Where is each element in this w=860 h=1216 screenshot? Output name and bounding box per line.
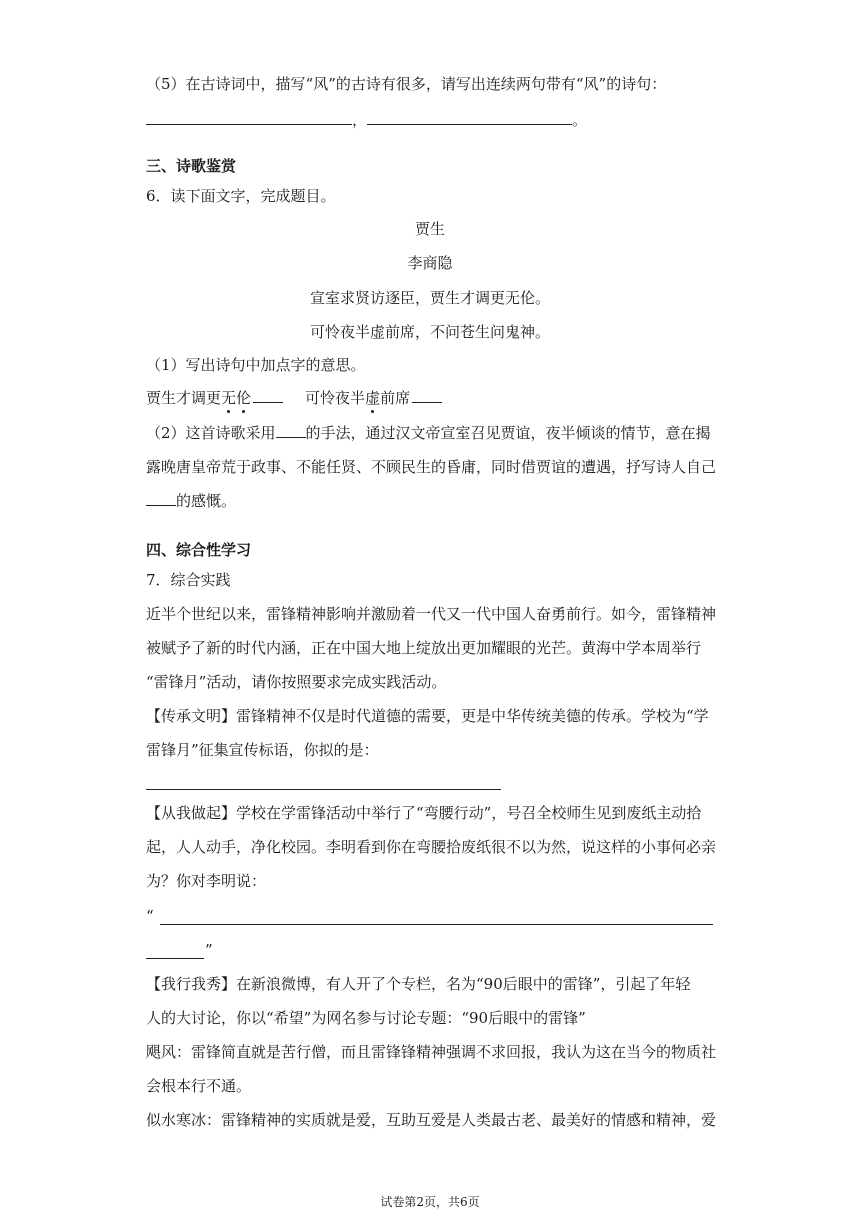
comment-1-line-2: 会根本行不通。 — [146, 1077, 252, 1095]
q7-intro: 7．综合实践 — [146, 571, 231, 589]
q5-answer-line — [146, 110, 587, 130]
dotted-char-2: 伦 — [236, 389, 252, 407]
item2-text-post: 前席 — [380, 389, 411, 407]
q6-intro: 6．读下面文字，完成题目。 — [146, 187, 336, 205]
dotted-char-3: 虚 — [365, 389, 381, 407]
dotted-char-1: 无 — [221, 389, 237, 407]
section-4-title: 四、综合性学习 — [146, 541, 252, 559]
item2-blank[interactable] — [412, 401, 442, 403]
q6-sub1: （1）写出诗句中加点字的意思。 — [146, 356, 366, 374]
q5-separator: ， — [352, 111, 368, 129]
quote-open-mark: “ — [146, 907, 154, 925]
part-b-line-3: 为？你对李明说： — [146, 872, 267, 890]
q6-sub2-line2: 露晚唐皇帝荒于政事、不能任贤、不顾民生的昏庸，同时借贾谊的遭遇，抒写诗人自己 — [146, 458, 717, 476]
item1-text: 贾生才调更 — [146, 389, 222, 407]
quote-answer-line-2[interactable] — [146, 958, 204, 959]
part-a-line-2: 雷锋月”征集宣传标语，你拟的是： — [146, 741, 379, 759]
page-footer: 试卷第2页，共6页 — [380, 1195, 480, 1209]
q7-para-2: 被赋予了新的时代内涵，正在中国大地上绽放出更加耀眼的光芒。黄海中学本周举行 — [146, 639, 702, 657]
q6-sub2-line1 — [146, 423, 711, 443]
q5-blank-1[interactable] — [146, 123, 352, 125]
quote-close-mark: ” — [205, 941, 213, 959]
part-a-line-1: 【传承文明】雷锋精神不仅是时代道德的需要，更是中华传统美德的传承。学校为“学 — [146, 707, 709, 725]
comment-1-line-1: 飓风：雷锋简直就是苦行僧，而且雷锋锋精神强调不求回报，我认为这在当今的物质社 — [146, 1043, 717, 1061]
q5-blank-2[interactable] — [367, 123, 572, 125]
item1-blank[interactable] — [253, 401, 283, 403]
poem-title: 贾生 — [414, 220, 445, 238]
sub2-text-a: （2）这首诗歌采用 — [146, 424, 276, 442]
quote-answer-line-1[interactable] — [160, 924, 713, 925]
sub2-text-d: 的感慨。 — [176, 492, 237, 510]
poem-author: 李商隐 — [407, 254, 453, 272]
poem-line-2: 可怜夜半虚前席，不问苍生问鬼神。 — [309, 323, 550, 341]
q6-sub1-items — [146, 388, 442, 408]
q5-end: 。 — [572, 111, 588, 129]
q6-sub2-line3 — [146, 491, 236, 511]
poem-line-1: 宣室求贤访逐臣，贾生才调更无伦。 — [309, 289, 550, 307]
section-3-title: 三、诗歌鉴赏 — [146, 157, 237, 175]
part-b-line-2: 起，人人动手，净化校园。李明看到你在弯腰拾废纸很不以为然，说这样的小事何必亲 — [146, 838, 717, 856]
sub2-blank-2[interactable] — [146, 504, 176, 506]
item2-text-pre: 可怜夜半 — [305, 389, 366, 407]
comment-2-line-1: 似水寒冰：雷锋精神的实质就是爱，互助互爱是人类最古老、最美好的情感和精神，爱 — [146, 1111, 717, 1129]
sub2-blank-1[interactable] — [276, 436, 306, 438]
q7-para-3: “雷锋月”活动，请你按照要求完成实践活动。 — [146, 673, 447, 691]
sub2-text-b: 的手法，通过汉文帝宣室召见贾谊，夜半倾谈的情节，意在揭 — [305, 424, 711, 442]
slogan-answer-line[interactable] — [146, 789, 501, 790]
q5-prompt: （5）在古诗词中，描写“风”的古诗有很多，请写出连续两句带有“风”的诗句： — [146, 75, 667, 93]
part-b-line-1: 【从我做起】学校在学雷锋活动中举行了“弯腰行动”，号召全校师生见到废纸主动拾 — [146, 804, 702, 822]
part-c-line-2: 人的大讨论，你以“希望”为网名参与讨论专题：“90后眼中的雷锋” — [146, 1009, 586, 1027]
part-c-line-1: 【我行我秀】在新浪微博，有人开了个专栏，名为“90后眼中的雷锋”，引起了年轻 — [146, 975, 691, 993]
q7-para-1: 近半个世纪以来，雷锋精神影响并激励着一代又一代中国人奋勇前行。如今，雷锋精神 — [146, 605, 717, 623]
